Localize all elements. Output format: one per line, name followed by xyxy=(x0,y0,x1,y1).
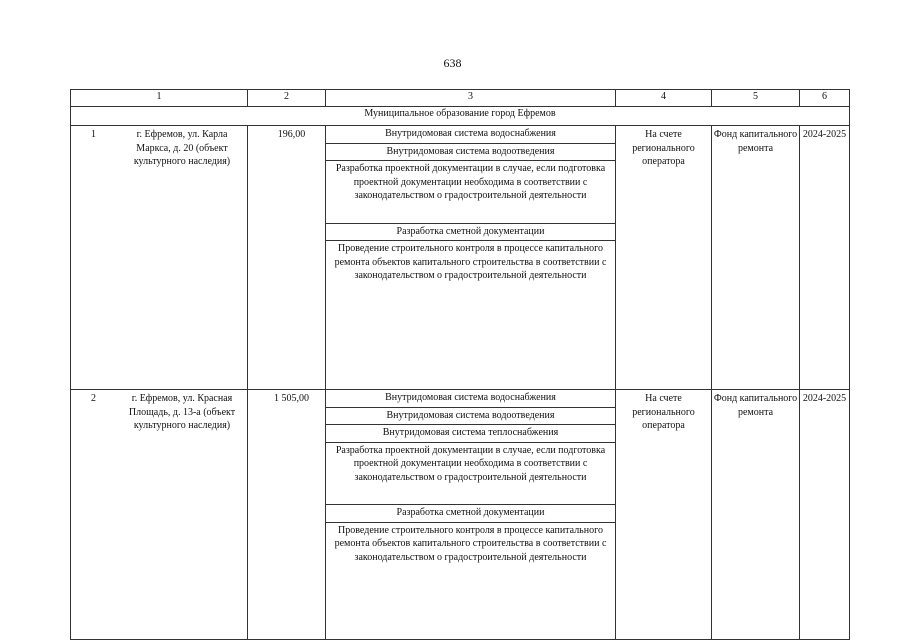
work-item: Внутридомовая система водоотведения xyxy=(326,408,615,426)
work-item: Внутридомовая система теплоснабжения xyxy=(326,425,615,443)
period-cell: 2024-2025 xyxy=(800,390,850,640)
municipality-row xyxy=(71,107,850,126)
work-item: Внутридомовая система водоснабжения xyxy=(326,126,615,144)
header-cell-6: 6 xyxy=(800,90,850,107)
row-number: 1 xyxy=(91,129,96,140)
table-row xyxy=(71,126,850,390)
works-cell xyxy=(326,126,616,390)
header-cell-1: 1 xyxy=(71,90,248,107)
work-item: Разработка проектной документации в случае, если подготовка проектной документации необходима в соответствии с законодательством о градостроительной деятельности xyxy=(326,161,615,224)
municipality-title: Муниципальное образование город Ефремов xyxy=(71,107,850,126)
table-row xyxy=(71,390,850,640)
work-item: Разработка проектной документации в случае, если подготовка проектной документации необходима в соответствии с законодательством о градостроительной деятельности xyxy=(326,443,615,506)
work-item: Проведение строительного контроля в процессе капитального ремонта объектов капитального строительства в соответствии с законодательством о градостроительной деятельности xyxy=(334,243,607,281)
work-item: Разработка сметной документации xyxy=(326,505,615,523)
account-cell: На счете регионального оператора xyxy=(616,390,712,640)
header-cell-2: 2 xyxy=(248,90,326,107)
work-item: Внутридомовая система водоснабжения xyxy=(326,390,615,408)
address-text: г. Ефремов, ул. Красная Площадь, д. 13-а (объект культурного наследия) xyxy=(128,393,236,431)
address-cell xyxy=(71,126,248,390)
works-table xyxy=(70,89,850,640)
header-cell-4: 4 xyxy=(616,90,712,107)
amount-cell: 1 505,00 xyxy=(248,390,326,640)
row-number: 2 xyxy=(91,393,96,404)
fund-cell: Фонд капитального ремонта xyxy=(712,390,800,640)
header-row xyxy=(71,90,850,107)
address-cell xyxy=(71,390,248,640)
account-cell: На счете регионального оператора xyxy=(616,126,712,390)
work-item: Внутридомовая система водоотведения xyxy=(326,144,615,162)
work-item: Проведение строительного контроля в процессе капитального ремонта объектов капитального строительства в соответствии с законодательством о градостроительной деятельности xyxy=(334,524,607,563)
page-number: 638 xyxy=(443,56,462,70)
amount-cell: 196,00 xyxy=(248,126,326,390)
fund-cell: Фонд капитального ремонта xyxy=(712,126,800,390)
header-cell-3: 3 xyxy=(326,90,616,107)
header-cell-5: 5 xyxy=(712,90,800,107)
address-text: г. Ефремов, ул. Карла Маркса, д. 20 (объект культурного наследия) xyxy=(133,129,231,167)
works-cell xyxy=(326,390,616,640)
period-cell: 2024-2025 xyxy=(800,126,850,390)
work-item: Разработка сметной документации xyxy=(326,224,615,242)
